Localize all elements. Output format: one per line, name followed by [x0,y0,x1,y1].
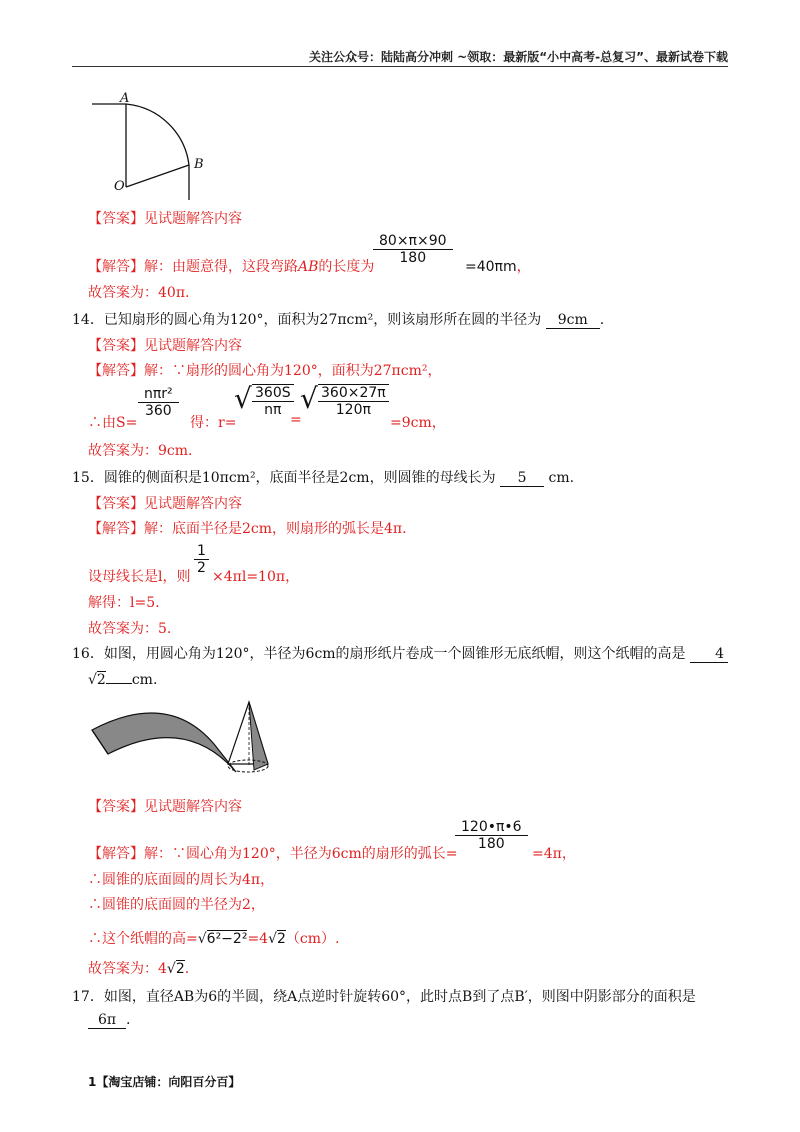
q16-sol2: ∴圆锥的底面圆的周长为4π， [88,872,275,888]
q15-sol3: 解得：l=5. [88,595,160,611]
figure-road-bend [86,92,216,204]
q13-solution: 【解答】解：由题意得，这段弯路AB的长度为 [88,259,375,275]
q14-final: 故答案为：9cm. [88,443,193,459]
q16-sol3: ∴圆锥的底面圆的半径为2， [88,897,265,913]
q14-formula-prefix: ∴由S= [88,415,138,431]
q14-sol1: 【解答】解：∵扇形的圆心角为120°，面积为27πcm²， [88,363,442,379]
q16-blank-sqrt: 2 [96,672,106,688]
q14-sqrt2: √ 360×27π 120π [302,384,389,418]
q15-sol2-suffix: ×4πl=10π， [212,569,300,585]
q16-stem-cont: √2 cm. [88,672,158,688]
q15-half: $\frac{1}{2}$ [194,543,209,576]
q16-sol1: 【解答】解：∵圆心角为120°，半径为6cm的扇形的弧长= [88,846,458,862]
q16-answer: 【答案】见试题解答内容 [88,799,242,815]
q17-stem: 17．如图，直径AB为6的半圆，绕A点逆时针旋转60°，此时点B到了点B′，则图中阴影部分的面积是 [72,989,696,1005]
q14-blank: 9cm [546,312,600,329]
q16-stem: 16．如图，用圆心角为120°，半径为6cm的扇形纸片卷成一个圆锥形无底纸帽，则这个纸帽的高是 4 [72,643,728,663]
arc-AB: AB [298,259,319,275]
q15-sol2-prefix: 设母线长是l，则 [88,569,191,585]
page-footer: 1【淘宝店铺：向阳百分百】 [88,1075,241,1089]
header-rule [72,66,728,67]
q14-stem: 14．已知扇形的圆心角为120°，面积为27πcm²，则该扇形所在圆的半径为 9cm . [72,312,605,328]
q16-sol4: ∴这个纸帽的高=√6²−2²=4√2（cm）. [88,931,340,947]
q14-result: =9cm， [390,415,446,431]
q15-sol1: 【解答】解：底面半径是2cm，则扇形的弧长是4π. [88,521,407,537]
q13-answer: 【答案】见试题解答内容 [88,211,242,227]
q13-final: 故答案为：40π. [88,285,190,301]
q15-answer: 【答案】见试题解答内容 [88,496,242,512]
q14-eq: = [290,412,302,428]
figure-sector-cone [88,690,288,790]
q16-final: 故答案为：4√2. [88,961,190,977]
q14-area-formula: nπr² 360 [138,386,179,419]
q14-get: 得：r= [190,415,237,431]
label-O: O [114,179,125,194]
q14-answer: 【答案】见试题解答内容 [88,338,242,354]
q15-final: 故答案为：5. [88,621,172,637]
label-B: B [194,157,204,172]
label-A: A [120,92,130,106]
q13-fraction: $\frac{80\times\pi\times 90}{180}$ [373,233,453,266]
q15-stem: 15．圆锥的侧面积是10πcm²，底面半径是2cm，则圆锥的母线长为 5 cm. [72,470,575,486]
q17-answer-line: 6π . [88,1012,130,1029]
q16-sol1-result: =4π， [532,846,576,862]
q16-fraction: $\frac{120•\pi•6}{180}$ [455,819,528,852]
page-header: 关注公众号：陆陆高分冲刺 ~领取：最新版“小中高考-总复习”、最新试卷下载 [309,50,728,64]
q16-blank-1: 4 [690,646,728,663]
q13-result: =40πm， [465,259,531,275]
q15-blank: 5 [500,470,544,487]
q14-sqrt1: √ 360S nπ [236,384,294,418]
q17-blank: 6π [88,1012,126,1029]
